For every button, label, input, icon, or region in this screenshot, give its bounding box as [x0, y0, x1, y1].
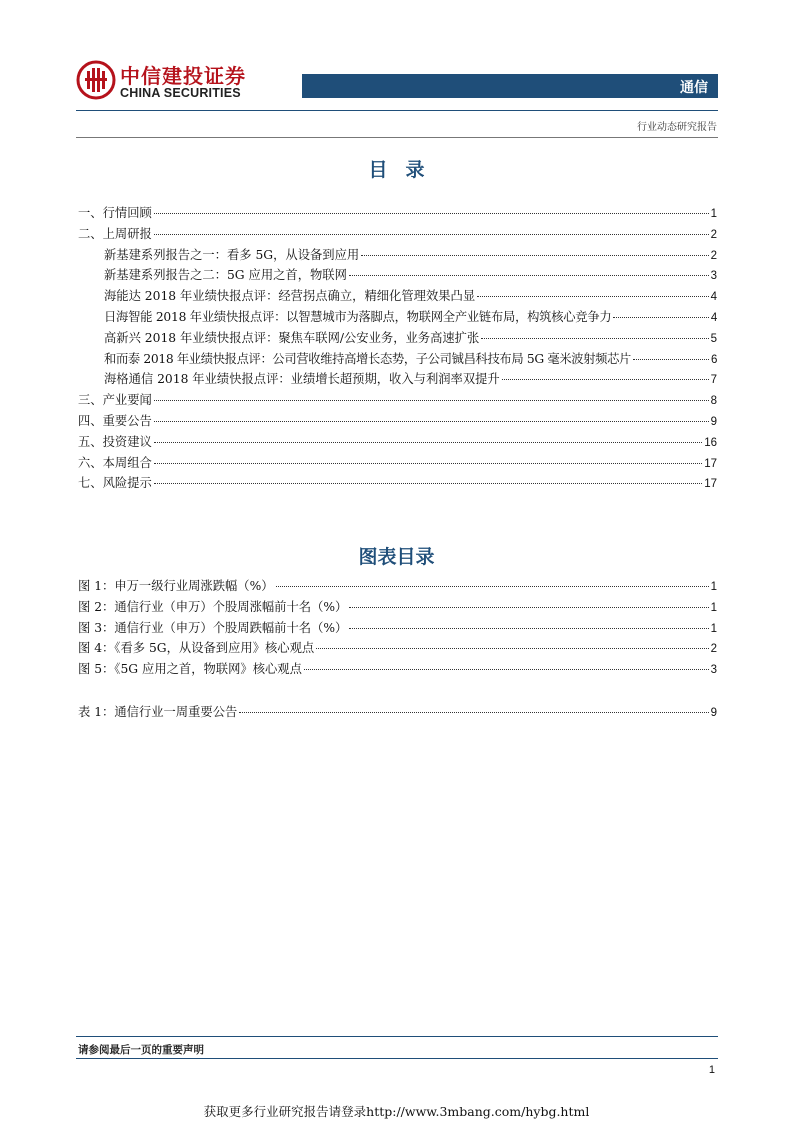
- company-name-en: CHINA SECURITIES: [120, 86, 241, 100]
- sector-bar: [302, 74, 718, 98]
- figures-title: 图表目录: [358, 546, 435, 568]
- figure-entry[interactable]: [78, 638, 717, 659]
- toc-entry-label: 六、本周组合: [78, 455, 152, 470]
- toc-entry-page: 8: [710, 395, 717, 408]
- toc-entry[interactable]: [78, 473, 717, 494]
- footer-divider-bottom: [76, 1058, 718, 1059]
- footer-divider: [76, 1036, 718, 1037]
- toc-entry-label: 三、产业要闻: [78, 393, 152, 408]
- toc-entry-label: 五、投资建议: [78, 434, 152, 449]
- toc-entry-label: 一、行情回顾: [78, 206, 152, 220]
- toc-subentry[interactable]: [78, 369, 717, 390]
- figure-entry[interactable]: [78, 618, 717, 639]
- toc-entry-page: 4: [710, 311, 717, 324]
- toc-entry-page: 6: [710, 353, 717, 366]
- figure-entry-page: 1: [710, 622, 717, 635]
- table-entry[interactable]: [78, 702, 717, 723]
- toc-title: 目录: [368, 159, 443, 181]
- toc-subentry[interactable]: [78, 245, 717, 266]
- toc-entry-page: 7: [710, 374, 717, 387]
- sector-label: 通信: [680, 80, 708, 96]
- toc-entry-label: 二、上周研报: [78, 226, 152, 241]
- toc-entry[interactable]: [78, 224, 717, 245]
- toc-entry-label: 四、重要公告: [78, 413, 152, 428]
- toc-entry-label: 日海智能 2018 年业绩快报点评：以智慧城市为落脚点，物联网全产业链布局，构筑核心竞争力: [104, 309, 612, 324]
- toc-entry-page: 3: [710, 270, 717, 283]
- toc-entry-page: 4: [710, 291, 717, 304]
- toc-entry-page: 17: [704, 478, 717, 491]
- table-entry-page: 9: [710, 707, 717, 719]
- page-number: 1: [708, 1064, 715, 1076]
- figure-entry-label: 图 5：《5G 应用之首，物联网》核心观点: [78, 662, 302, 677]
- report-type-divider: [76, 137, 718, 138]
- toc-entry-page: 2: [710, 228, 717, 241]
- toc-entry-page: 9: [710, 415, 717, 428]
- toc-entry-page: 2: [710, 249, 717, 262]
- toc-entry[interactable]: [78, 390, 717, 411]
- figures-list: [78, 576, 717, 680]
- company-name-cn: 中信建投证券: [120, 64, 246, 88]
- toc-entry-label: 七、风险提示: [78, 476, 152, 491]
- toc-entry-label: 海格通信 2018 年业绩快报点评：业绩增长超预期，收入与利润率双提升: [104, 372, 500, 387]
- toc-entry-label: 新基建系列报告之一：看多 5G，从设备到应用: [104, 247, 360, 262]
- toc-entry-page: 17: [704, 457, 717, 470]
- company-logo: [76, 60, 256, 102]
- toc-subentry[interactable]: [78, 265, 717, 286]
- source-link-text[interactable]: 获取更多行业研究报告请登录http://www.3mbang.com/hybg.html: [203, 1104, 590, 1119]
- figure-entry-page: 2: [710, 643, 717, 656]
- toc-entry-label: 新基建系列报告之二：5G 应用之首，物联网: [104, 268, 347, 283]
- figure-entry-label: 图 1：申万一级行业周涨跌幅（%）: [78, 579, 274, 593]
- toc-entry[interactable]: [78, 411, 717, 432]
- toc-entry-label: 海能达 2018 年业绩快报点评：经营拐点确立，精细化管理效果凸显: [104, 289, 476, 304]
- toc-entry[interactable]: [78, 453, 717, 474]
- header-divider: [76, 110, 718, 111]
- toc-list: [78, 203, 717, 494]
- table-entry-label: 表 1：通信行业一周重要公告: [78, 705, 238, 719]
- toc-entry-label: 和而泰 2018 年业绩快报点评：公司营收维持高增长态势，子公司铖昌科技布局 5G 毫米波射频芯片: [104, 351, 632, 366]
- toc-entry-label: 高新兴 2018 年业绩快报点评：聚焦车联网/公安业务，业务高速扩张: [104, 330, 480, 345]
- tables-list: [78, 702, 717, 723]
- toc-subentry[interactable]: [78, 286, 717, 307]
- figure-entry[interactable]: [78, 576, 717, 597]
- toc-subentry[interactable]: [78, 349, 717, 370]
- china-securities-logo-icon: [76, 60, 116, 100]
- figure-entry-page: 3: [710, 664, 717, 677]
- figure-entry[interactable]: [78, 659, 717, 680]
- toc-entry-page: 5: [710, 332, 717, 345]
- toc-entry-page: 1: [710, 208, 717, 220]
- figure-entry-page: 1: [710, 601, 717, 614]
- report-type: 行业动态研究报告: [637, 122, 717, 133]
- disclaimer-note: 请参阅最后一页的重要声明: [78, 1044, 204, 1056]
- figure-entry-label: 图 4：《看多 5G，从设备到应用》核心观点: [78, 641, 315, 656]
- toc-subentry[interactable]: [78, 328, 717, 349]
- figure-entry-page: 1: [710, 581, 717, 593]
- toc-entry[interactable]: [78, 432, 717, 453]
- toc-subentry[interactable]: [78, 307, 717, 328]
- figure-entry-label: 图 3：通信行业（申万）个股周跌幅前十名（%）: [78, 620, 348, 635]
- figure-entry-label: 图 2：通信行业（申万）个股周涨幅前十名（%）: [78, 599, 348, 614]
- toc-entry-page: 16: [704, 436, 717, 449]
- toc-entry[interactable]: [78, 203, 717, 224]
- figure-entry[interactable]: [78, 597, 717, 618]
